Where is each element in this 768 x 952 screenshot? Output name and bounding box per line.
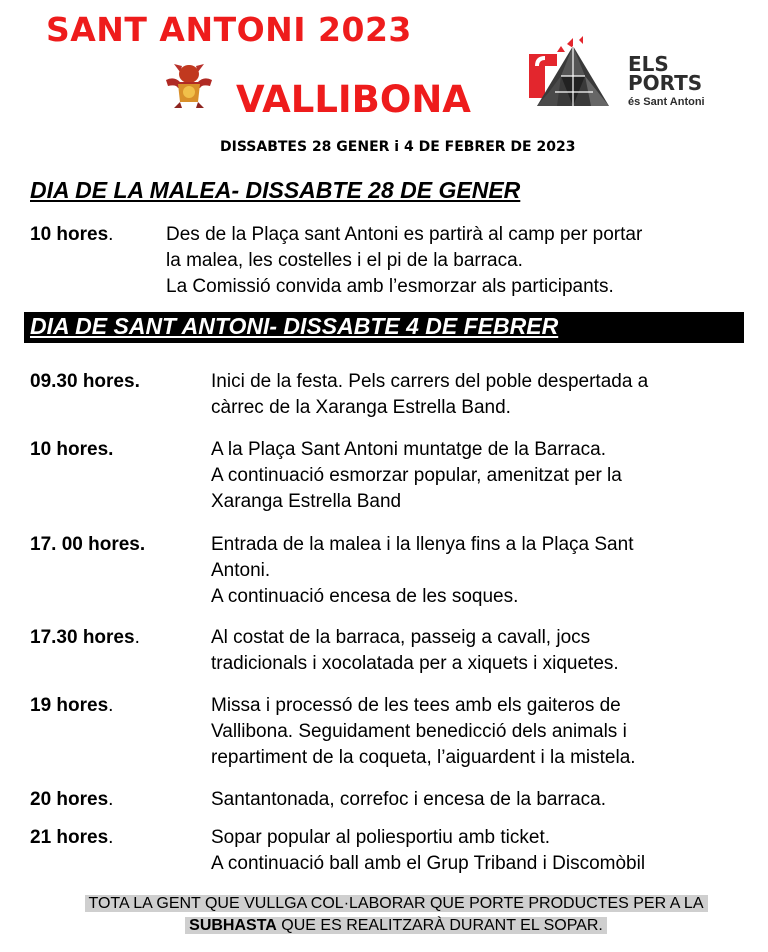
logo-line-1: ELS xyxy=(628,52,669,76)
section1-heading: DIA DE LA MALEA- DISSABTE 28 DE GENER xyxy=(30,177,521,203)
event-time: 19 hores. xyxy=(30,695,114,716)
poster-subtitle: VALLIBONA xyxy=(236,78,471,121)
event-line: Santantonada, correfoc i encesa de la barraca. xyxy=(211,789,607,810)
event-line: tradicionals i xocolatada per a xiquets i xiquetes. xyxy=(211,653,619,674)
event-line: repartiment de la coqueta, l’aiguardent i la mistela. xyxy=(211,747,636,768)
event-description xyxy=(211,437,622,515)
event-time: 20 hores. xyxy=(30,789,114,810)
event-description xyxy=(211,532,633,610)
event-line: Missa i processó de les tees amb els gaiteros de xyxy=(211,695,621,716)
event-line: A continuació ball amb el Grup Triband i Discomòbil xyxy=(211,853,646,874)
notice-bold-word: SUBHASTA xyxy=(189,917,277,934)
event-line: A continuació esmorzar popular, amenitzat per la xyxy=(211,465,622,486)
section2-heading: DIA DE SANT ANTONI- DISSABTE 4 DE FEBRER xyxy=(30,313,559,339)
event-line: Antoni. xyxy=(211,560,271,581)
els-ports-logo-text xyxy=(628,52,738,108)
notice-line-1: TOTA LA GENT QUE VULLGA COL·LABORAR QUE PORTE PRODUCTES PER A LA xyxy=(85,895,708,912)
event-time: 10 hores. xyxy=(30,439,114,460)
event-description xyxy=(211,369,648,421)
event-time: 10 hores. xyxy=(30,224,114,245)
event-line: Entrada de la malea i la llenya fins a la Plaça Sant xyxy=(211,534,634,555)
event-line: A la Plaça Sant Antoni muntatge de la Barraca. xyxy=(211,439,607,460)
logo-line-3: és Sant Antoni xyxy=(628,96,705,108)
event-description xyxy=(211,693,636,771)
els-ports-mountain-logo xyxy=(527,36,611,108)
event-line: Xaranga Estrella Band xyxy=(211,491,402,512)
section2-heading-bar xyxy=(24,312,744,343)
event-line: Inici de la festa. Pels carrers del poble despertada a xyxy=(211,371,649,392)
event-line: Al costat de la barraca, passeig a cavall, jocs xyxy=(211,627,591,648)
event-description xyxy=(211,787,606,813)
notice-line-2-rest: QUE ES REALITZARÀ DURANT EL SOPAR. xyxy=(276,917,603,934)
event-line: La Comissió convida amb l’esmorzar als participants. xyxy=(166,276,614,297)
event-description xyxy=(211,825,645,877)
event-description xyxy=(211,625,619,677)
auction-notice xyxy=(40,893,752,937)
event-line: la malea, les costelles i el pi de la barraca. xyxy=(166,250,523,271)
logo-line-2: PORTS xyxy=(628,71,703,95)
event-time: 17.30 hores. xyxy=(30,627,140,648)
event-time: 17. 00 hores. xyxy=(30,534,146,555)
devil-figure-icon xyxy=(160,58,218,110)
notice-line-2 xyxy=(185,917,607,934)
event-line: càrrec de la Xaranga Estrella Band. xyxy=(211,397,511,418)
event-dates: DISSABTES 28 GENER i 4 DE FEBRER DE 2023 xyxy=(220,139,576,155)
event-line: Vallibona. Seguidament benedicció dels animals i xyxy=(211,721,627,742)
event-line: A continuació encesa de les soques. xyxy=(211,586,519,607)
event-time: 09.30 hores. xyxy=(30,371,140,392)
event-line: Sopar popular al poliesportiu amb ticket. xyxy=(211,827,551,848)
poster-title: SANT ANTONI 2023 xyxy=(46,10,412,49)
event-description xyxy=(166,222,642,300)
event-line: Des de la Plaça sant Antoni es partirà al camp per portar xyxy=(166,224,643,245)
event-time: 21 hores. xyxy=(30,827,114,848)
